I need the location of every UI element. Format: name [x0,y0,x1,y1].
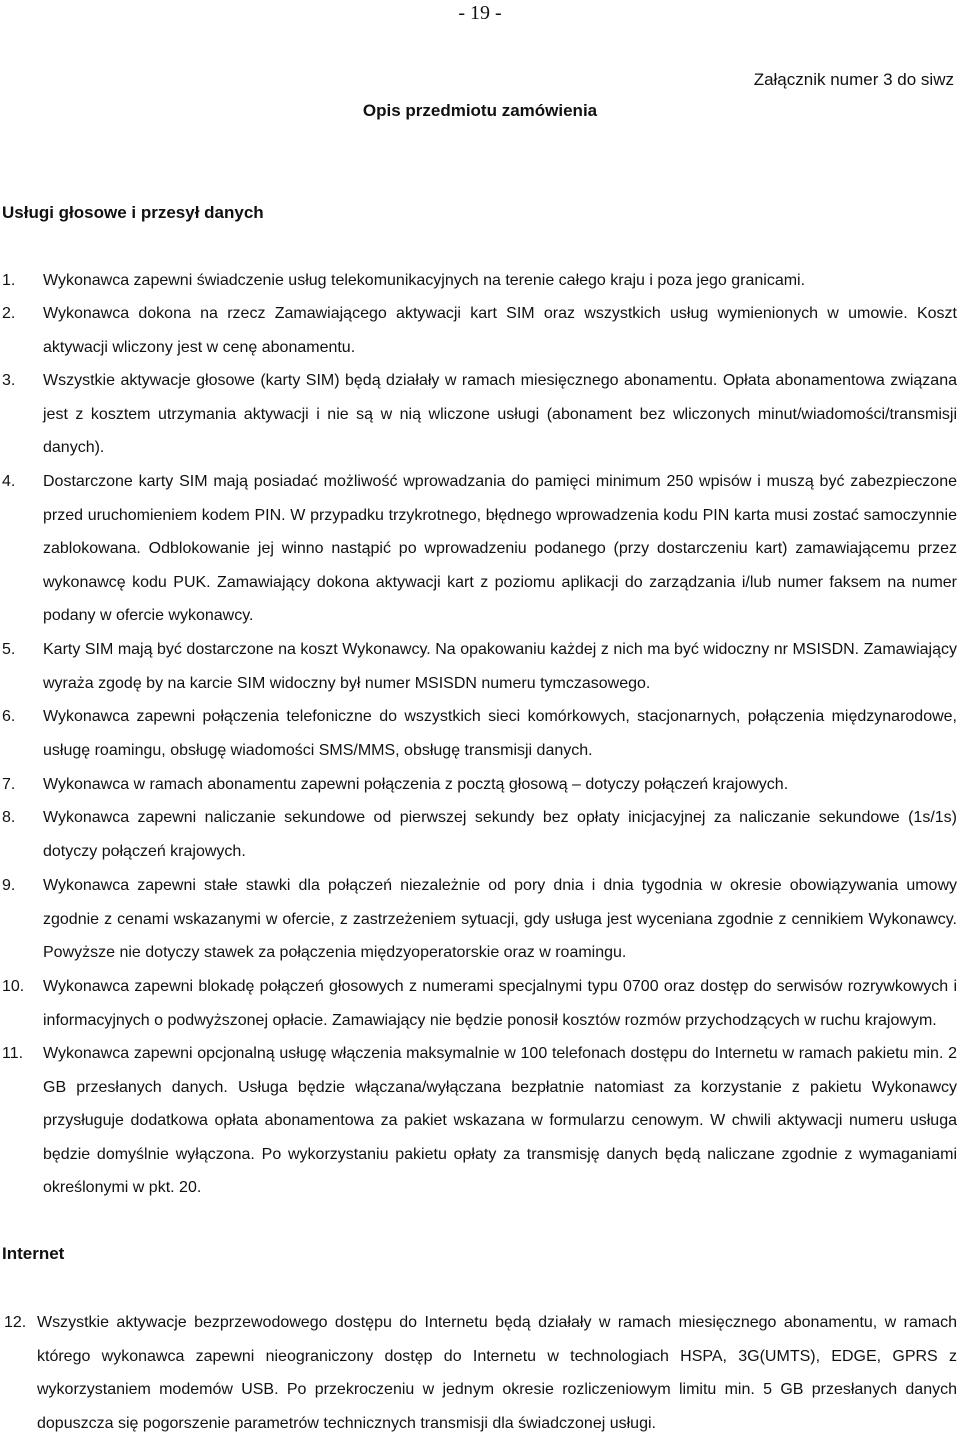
list-item-text: Wykonawca zapewni świadczenie usług telekomunikacyjnych na terenie całego kraju i poza jego granicami. [43,272,806,289]
list-item-text: Wykonawca zapewni blokadę połączeń głosowych z numerami specjalnymi typu 0700 oraz dostęp do serwisów rozrywkowych i informacyjnych o podwyższonej opłacie. Zamawiający nie będzie ponosił kosztów rozmów przychodzących w ruchu krajowym. [43,978,957,1029]
list-item-number: 12. [4,1314,27,1331]
list-item-number: 9. [2,877,16,894]
list-item-7 [2,768,957,802]
list-item-4 [2,465,957,633]
list-item-text: Wykonawca zapewni stałe stawki dla połączeń niezależnie od pory dnia i dnia tygodnia w okresie obowiązywania umowy zgodnie z cenami wskazanymi w ofercie, z zastrzeżeniem sytuacji, gdy usługa jest wyceniana zgodnie z cennikiem Wykonawcy. Powyższe nie dotyczy stawek za połączenia międzyoperatorskie oraz w roamingu. [43,877,957,962]
document-title: Opis przedmiotu zamówienia [362,101,598,120]
list-item-number: 10. [2,978,25,995]
list-item-number: 1. [2,272,16,289]
list-item-text: Wszystkie aktywacje bezprzewodowego dostępu do Internetu będą działały w ramach miesięcznego abonamentu, w ramach którego wykonawca zapewni nieograniczony dostęp do Internetu w technologiach HSPA, 3G(UMTS), EDGE, GPRS z wykorzystaniem modemów USB. Po przekroczeniu w jednym okresie rozliczeniowym limitu min. 5 GB przesłanych danych dopuszcza się pogorszenie parametrów technicznych transmisji dla świadczonej usługi. [37,1314,957,1432]
list-item-1 [2,264,957,298]
list-item-text: Wykonawca zapewni naliczanie sekundowe od pierwszej sekundy bez opłaty inicjacyjnej za naliczanie sekundowe (1s/1s) dotyczy połączeń krajowych. [43,809,957,860]
list-item-text: Wykonawca w ramach abonamentu zapewni połączenia z pocztą głosową – dotyczy połączeń krajowych. [43,776,789,793]
list-item-text: Wszystkie aktywacje głosowe (karty SIM) będą działały w ramach miesięcznego abonamentu. Opłata abonamentowa związana jest z kosztem utrzymania aktywacji i nie są w nią wliczone usługi (abonament bez wliczonych minut/wiadomości/transmisji danych). [43,372,957,457]
list-item-12 [4,1306,957,1440]
list-item-text: Wykonawca zapewni połączenia telefoniczne do wszystkich sieci komórkowych, stacjonarnych, połączenia międzynarodowe, usługę roamingu, obsługę wiadomości SMS/MMS, obsługę transmisji danych. [43,708,957,759]
annex-label: Załącznik numer 3 do siwz [753,70,954,89]
list-item-5 [2,633,957,700]
section-heading-internet: Internet [2,1244,65,1263]
list-item-text: Wykonawca zapewni opcjonalną usługę włączenia maksymalnie w 100 telefonach dostępu do Internetu w ramach pakietu min. 2 GB przesłanych danych. Usługa będzie włączana/wyłączana bezpłatnie natomiast za korzystanie z pakietu Wykonawcy przysługuje dodatkowa opłata abonamentowa za pakiet wskazana w formularzu cenowym. W chwili aktywacji numeru usługa będzie domyślnie wyłączona. Po wykorzystaniu pakietu opłaty za transmisję danych będą naliczane zgodnie z wymaganiami określonymi w pkt. 20. [43,1045,957,1197]
list-item-text: Karty SIM mają być dostarczone na koszt Wykonawcy. Na opakowaniu każdej z nich ma być widoczny nr MSISDN. Zamawiający wyraża zgodę by na karcie SIM widoczny był numer MSISDN numeru tymczasowego. [43,641,957,692]
list-item-number: 4. [2,473,16,490]
list-item-text: Dostarczone karty SIM mają posiadać możliwość wprowadzania do pamięci minimum 250 wpisów i muszą być zabezpieczone przed uruchomieniem kodem PIN. W przypadku trzykrotnego, błędnego wprowadzenia kodu PIN karta musi zostać samoczynnie zablokowana. Odblokowanie jej winno nastąpić po wprowadzeniu podanego (przy dostarczeniu kart) zamawiającemu przez wykonawcę kodu PUK. Zamawiający dokona aktywacji kart z poziomu aplikacji do zarządzania i/lub numer faksem na numer podany w ofercie wykonawcy. [43,473,957,625]
list-item-8 [2,801,957,868]
list-item-number: 3. [2,372,16,389]
list-item-6 [2,700,957,767]
list-item-number: 6. [2,708,16,725]
list-item-2 [2,297,957,364]
list-item-number: 2. [2,305,16,322]
list-item-9 [2,869,957,970]
list-item-3 [2,364,957,465]
list-item-number: 7. [2,776,16,793]
list-item-number: 11. [2,1045,24,1062]
list-item-11 [2,1037,957,1205]
page-number: - 19 - [458,2,502,24]
list-item-number: 8. [2,809,16,826]
list-item-text: Wykonawca dokona na rzecz Zamawiającego aktywacji kart SIM oraz wszystkich usług wymienionych w umowie. Koszt aktywacji wliczony jest w cenę abonamentu. [43,305,957,356]
list-item-number: 5. [2,641,16,658]
section-heading-voice-data: Usługi głosowe i przesył danych [2,203,264,222]
list-item-10 [2,970,957,1037]
